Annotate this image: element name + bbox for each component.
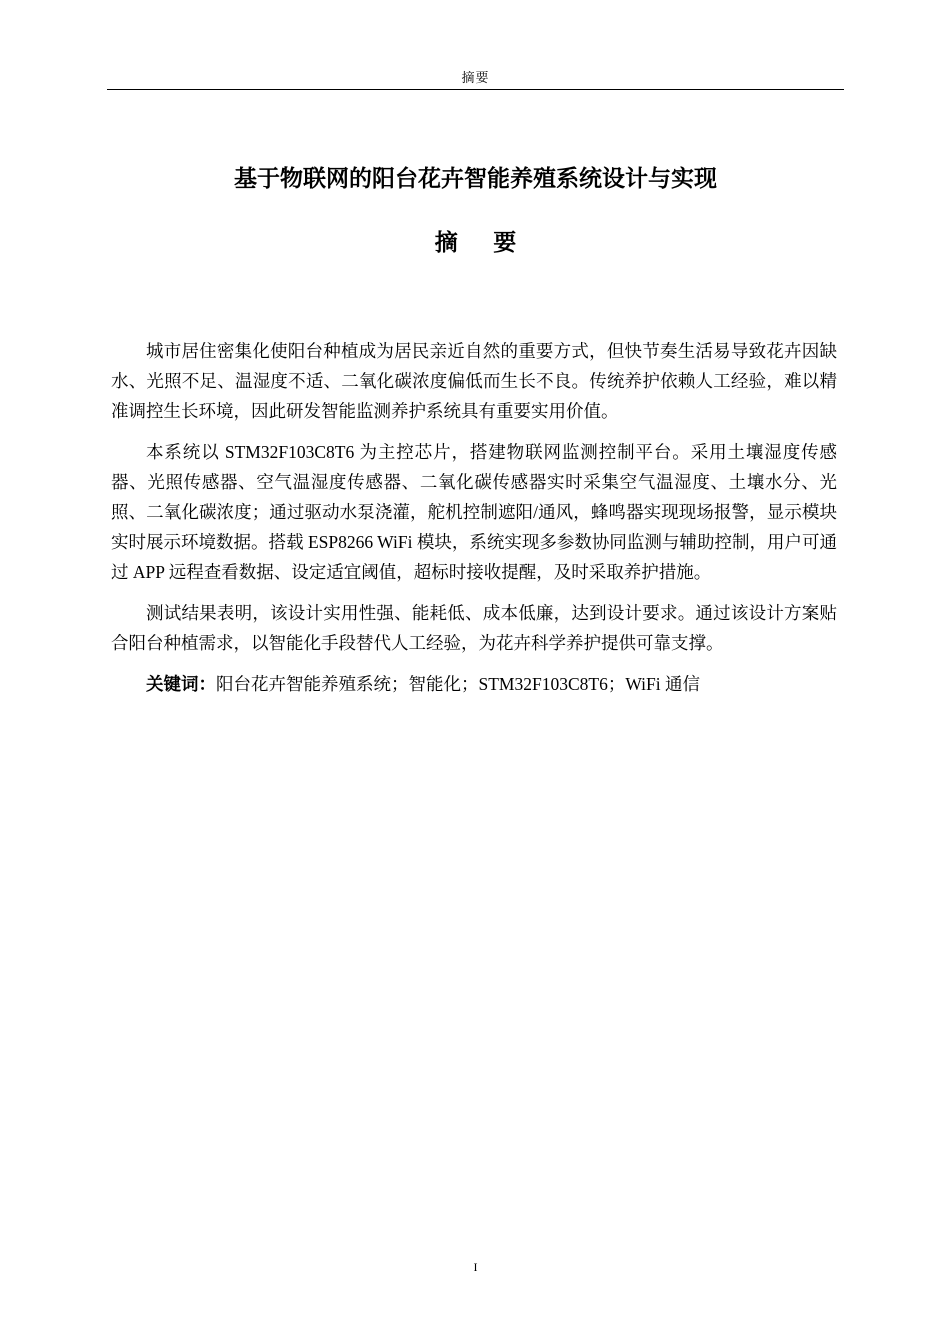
abstract-paragraph-3: 测试结果表明，该设计实用性强、能耗低、成本低廉，达到设计要求。通过该设计方案贴合阳台种植需求，以智能化手段替代人工经验，为花卉科学养护提供可靠支撑。 bbox=[111, 603, 837, 653]
document-title: 基于物联网的阳台花卉智能养殖系统设计与实现 bbox=[234, 166, 717, 192]
abstract-body bbox=[111, 336, 837, 700]
running-header: 摘要 bbox=[461, 70, 490, 85]
abstract-paragraph-2: 本系统以 STM32F103C8T6 为主控芯片，搭建物联网监测控制平台。采用土壤湿度传感器、光照传感器、空气温湿度传感器、二氧化碳传感器实时采集空气温湿度、土壤水分、光照、二氧化碳浓度；通过驱动水泵浇灌，舵机控制遮阳/通风，蜂鸣器实现现场报警，显示模块实时展示环境数据。搭载 ESP8266 WiFi 模块，系统实现多参数协同监测与辅助控制，用户可通过 APP 远程查看数据、设定适宜阈值，超标时接收提醒，及时采取养护措施。 bbox=[111, 442, 837, 582]
header-divider bbox=[107, 89, 844, 90]
keywords-text: 阳台花卉智能养殖系统；智能化；STM32F103C8T6；WiFi 通信 bbox=[216, 674, 700, 694]
abstract-paragraph-1: 城市居住密集化使阳台种植成为居民亲近自然的重要方式，但快节奏生活易导致花卉因缺水、光照不足、温湿度不适、二氧化碳浓度偏低而生长不良。传统养护依赖人工经验，难以精准调控生长环境，因此研发智能监测养护系统具有重要实用价值。 bbox=[111, 341, 837, 421]
page-number: I bbox=[473, 1260, 478, 1274]
keywords-label: 关键词： bbox=[146, 675, 216, 695]
abstract-heading: 摘 要 bbox=[434, 230, 531, 256]
keywords-line bbox=[111, 669, 837, 700]
